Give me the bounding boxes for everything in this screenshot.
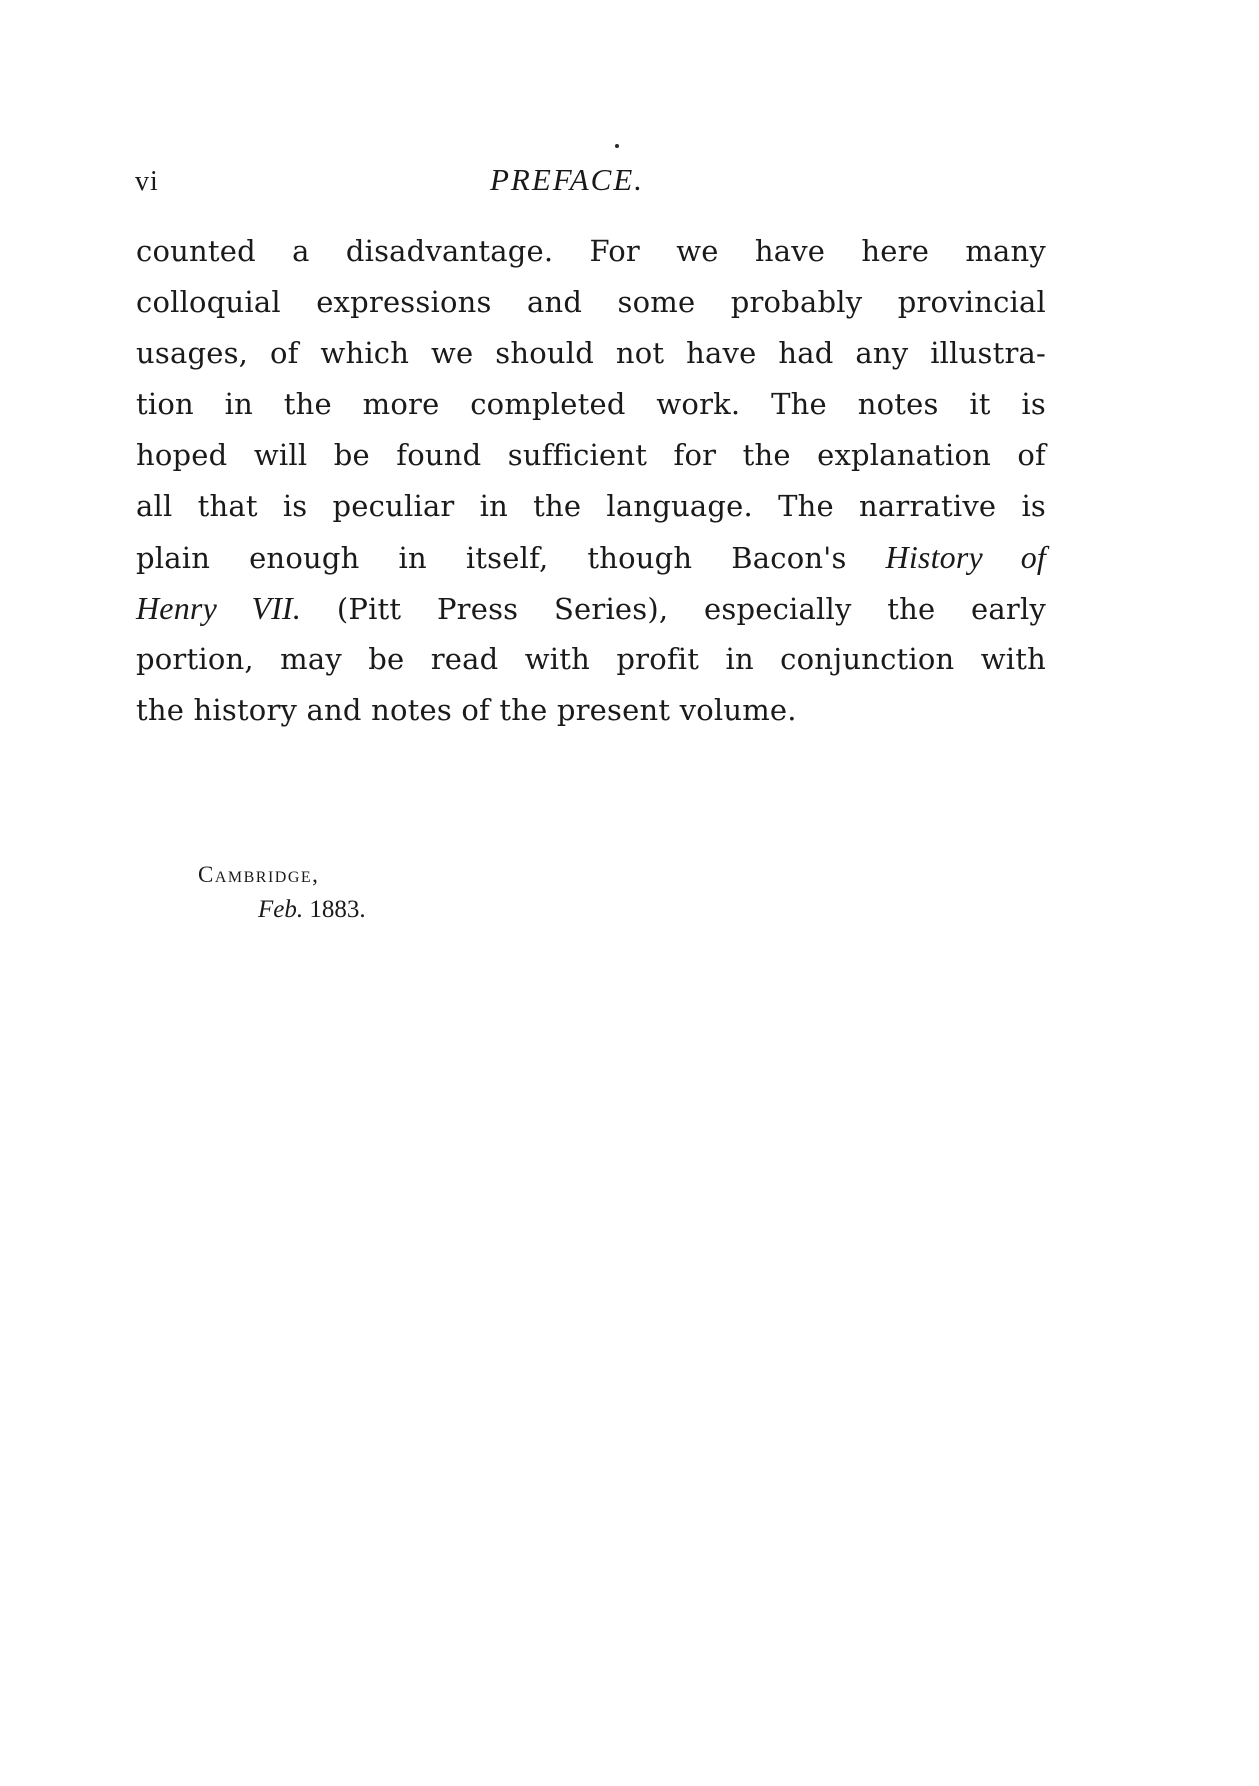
text-line-7 (136, 532, 1046, 583)
text-line-3: usages, of which we should not have had any illustra- (136, 336, 1046, 370)
text-line-9: portion, may be read with profit in conjunction with (136, 642, 1046, 676)
text-line-10: the history and notes of the present volume. (136, 693, 797, 727)
book-title-italic-part-2: Henry VII. (136, 590, 302, 626)
text-line-8 (136, 583, 1046, 634)
text-line-6: all that is peculiar in the language. The narrative is (136, 489, 1046, 523)
page-number: vi (135, 166, 159, 197)
book-title-italic-part-1: History of (885, 539, 1046, 575)
running-title: PREFACE. (490, 162, 645, 197)
text-line-4: tion in the more completed work. The notes it is (136, 387, 1046, 421)
signature-year: 1883. (309, 896, 366, 923)
signature-place: Cambridge, (198, 862, 320, 887)
text-line-2: colloquial expressions and some probably provincial (136, 285, 1046, 319)
signature-block (198, 858, 366, 928)
signature-month: Feb. (258, 896, 304, 923)
text-line-7-roman: plain enough in itself, though Bacon's (136, 541, 847, 575)
text-line-1: counted a disadvantage. For we have here many (136, 234, 1046, 268)
text-line-8-roman: (Pitt Press Series), especially the early (336, 592, 1047, 626)
running-head (135, 158, 1035, 198)
preface-body (136, 226, 1046, 736)
text-line-5: hoped will be found sufficient for the explanation of (136, 438, 1046, 472)
printing-speck (615, 144, 619, 148)
signature-date (258, 892, 366, 928)
